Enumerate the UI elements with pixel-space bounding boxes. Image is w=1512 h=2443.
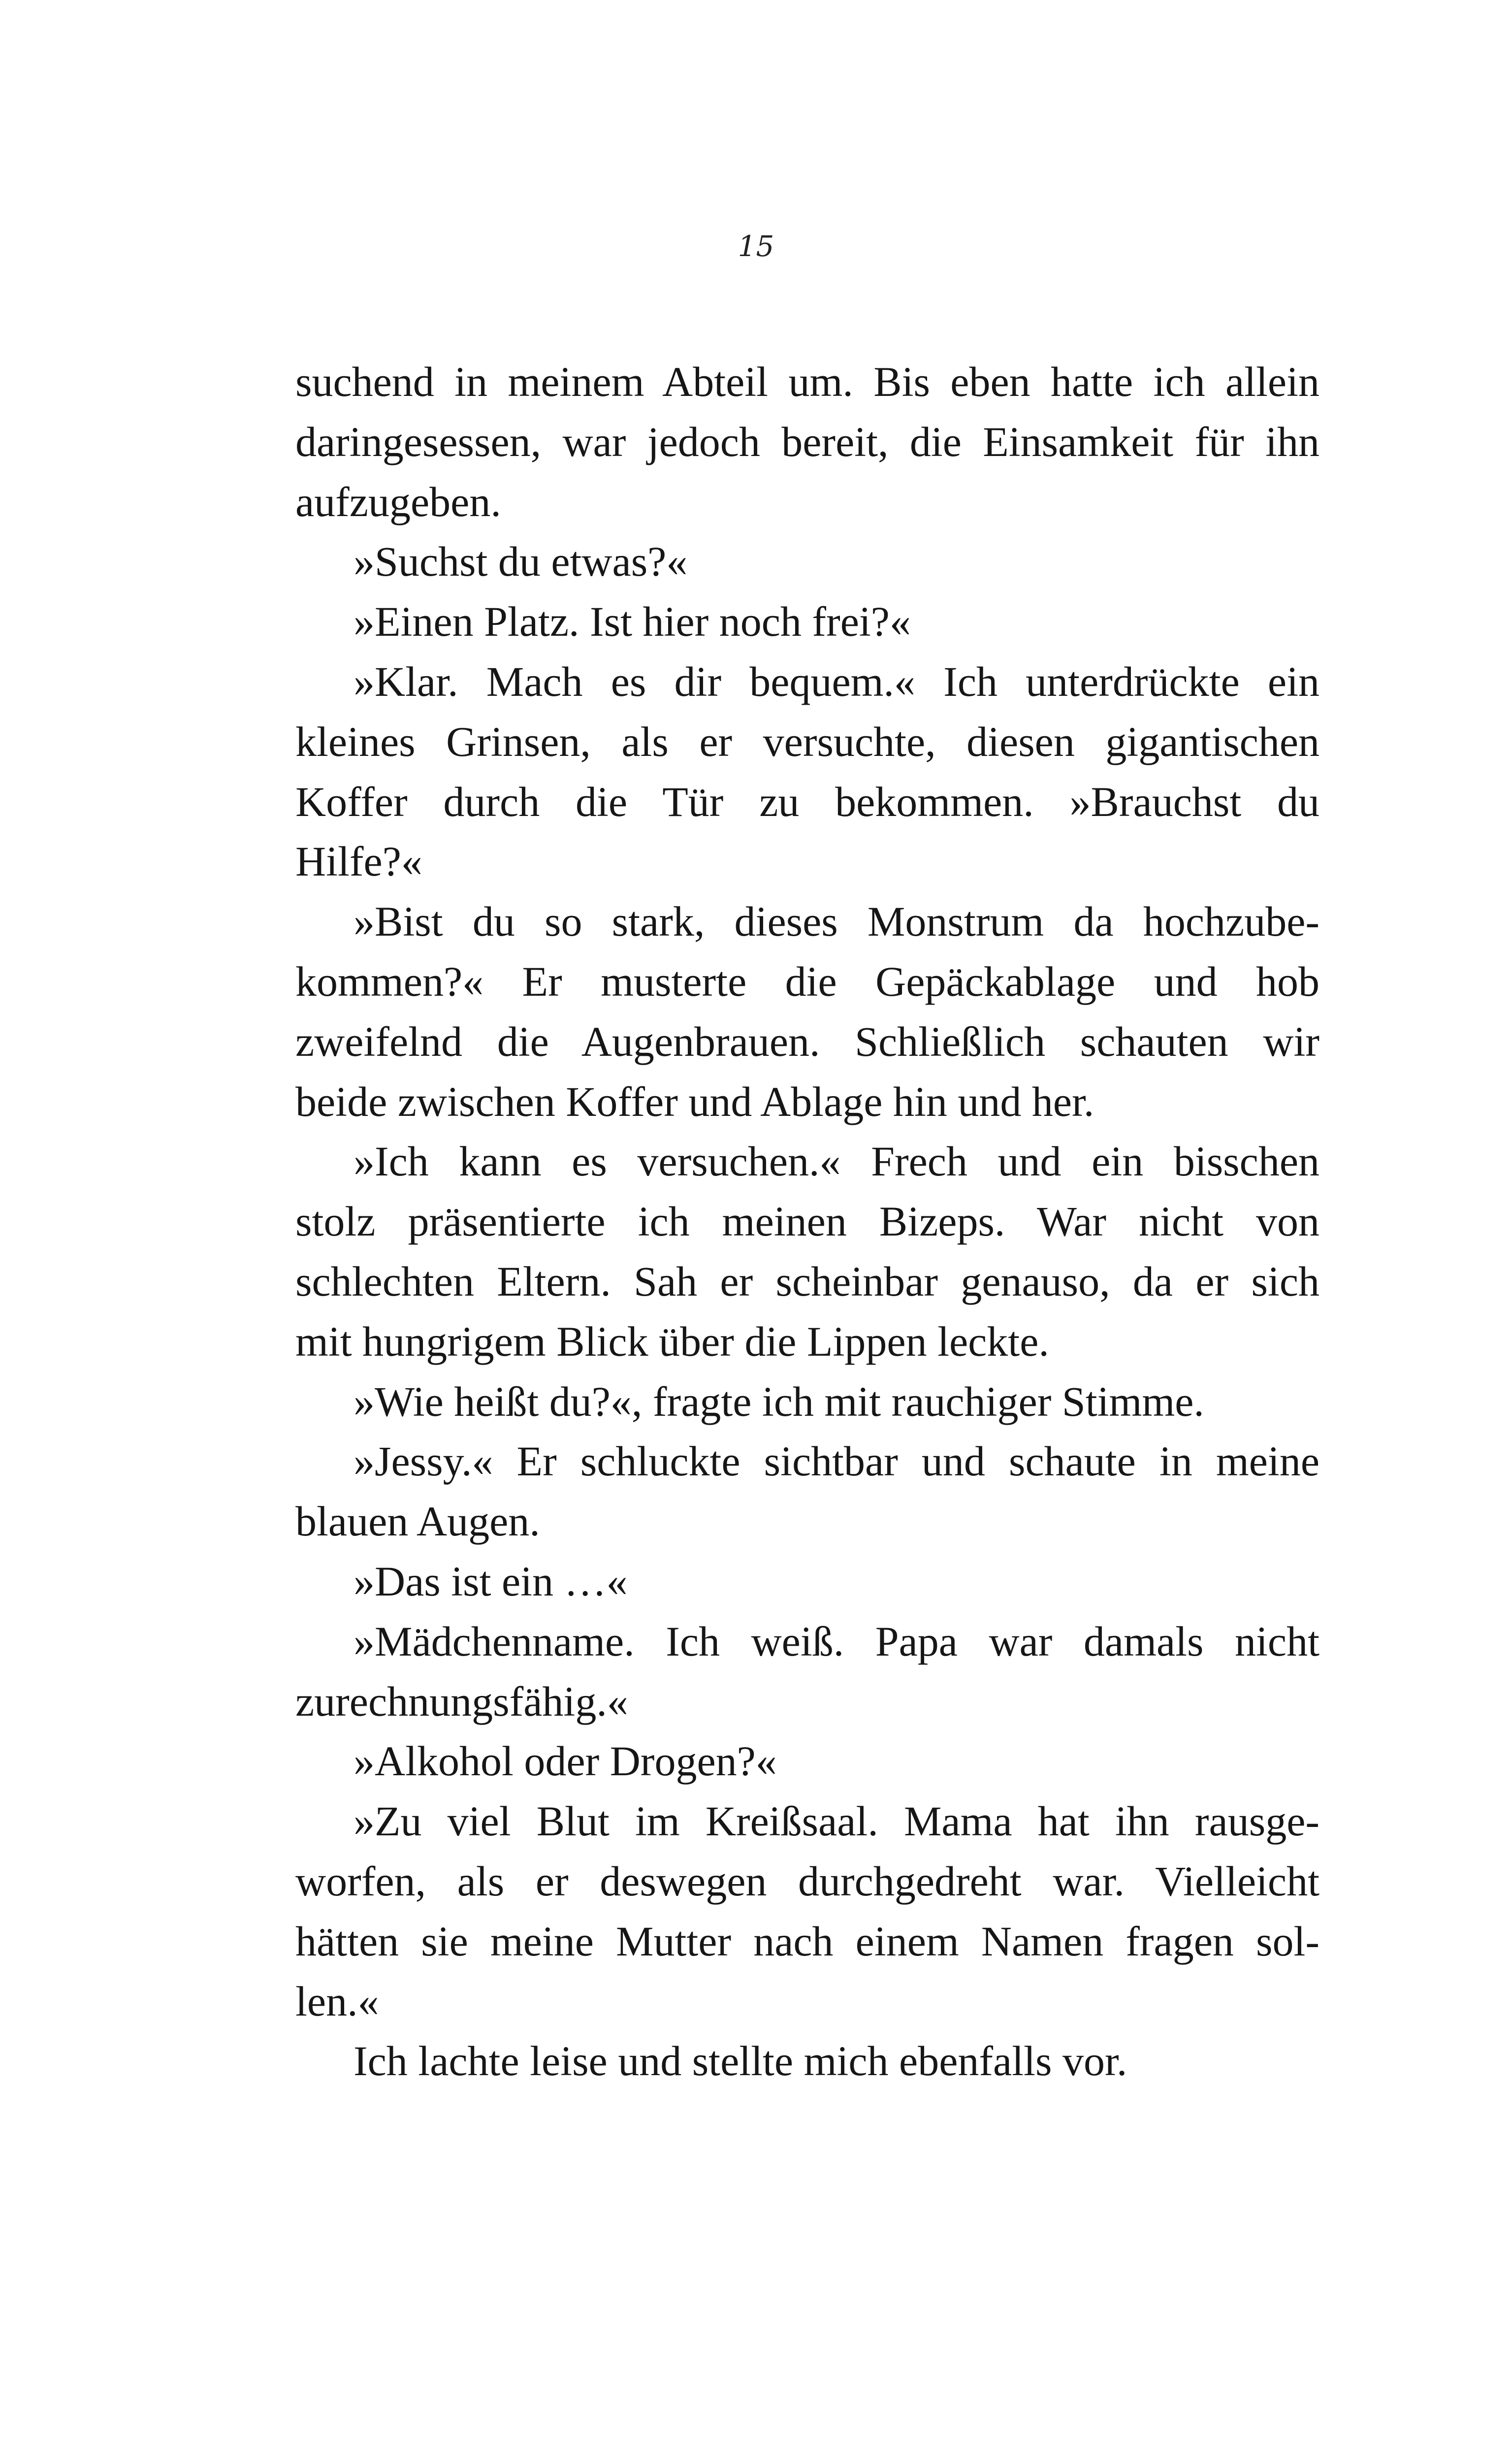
text-line: kleines Grinsen, als er versuchte, diesen gigantischen <box>295 717 1319 765</box>
text-line: »Jessy.« Er schluckte sichtbar und schaute in meine <box>354 1437 1319 1485</box>
text-line: kommen?« Er musterte die Gepäckablage und hob <box>295 957 1319 1005</box>
text-line: zweifelnd die Augenbrauen. Schließlich schauten wir <box>295 1017 1319 1065</box>
text-line: blauen Augen. <box>295 1498 540 1545</box>
text-line: len.« <box>295 1977 379 2025</box>
text-line: »Klar. Mach es dir bequem.« Ich unterdrückte ein <box>354 657 1319 705</box>
text-line: Koffer durch die Tür zu bekommen. »Brauchst du <box>295 778 1319 825</box>
text-line: daringesessen, war jedoch bereit, die Einsamkeit für ihn <box>295 418 1319 465</box>
text-line: zurechnungsfähig.« <box>295 1677 628 1725</box>
text-line: Hilfe?« <box>295 838 422 885</box>
text-line: hätten sie meine Mutter nach einem Namen fragen sol- <box>295 1917 1319 1965</box>
text-line: Ich lachte leise und stellte mich ebenfalls vor. <box>354 2037 1127 2085</box>
text-line: aufzugeben. <box>295 478 501 525</box>
text-line: mit hungrigem Blick über die Lippen leckte. <box>295 1317 1049 1365</box>
text-line: »Zu viel Blut im Kreißsaal. Mama hat ihn rausge- <box>354 1797 1319 1845</box>
text-line: schlechten Eltern. Sah er scheinbar genauso, da er sich <box>295 1257 1319 1305</box>
text-line: stolz präsentierte ich meinen Bizeps. War nicht von <box>295 1198 1319 1245</box>
text-line: »Bist du so stark, dieses Monstrum da hochzube- <box>354 898 1319 945</box>
text-line: beide zwischen Koffer und Ablage hin und her. <box>295 1077 1094 1125</box>
text-line: »Wie heißt du?«, fragte ich mit rauchiger Stimme. <box>354 1377 1204 1425</box>
page-number: 15 <box>738 229 774 263</box>
text-line: worfen, als er deswegen durchgedreht war. Vielleicht <box>295 1857 1319 1905</box>
text-line: suchend in meinem Abteil um. Bis eben hatte ich allein <box>295 358 1319 405</box>
text-line: »Alkohol oder Drogen?« <box>354 1737 777 1785</box>
text-line: »Einen Platz. Ist hier noch frei?« <box>354 598 911 646</box>
body-text <box>295 352 1319 2091</box>
text-line: »Suchst du etwas?« <box>354 538 688 586</box>
text-line: »Ich kann es versuchen.« Frech und ein bisschen <box>354 1138 1319 1185</box>
text-line: »Mädchenname. Ich weiß. Papa war damals nicht <box>354 1617 1319 1665</box>
text-line: »Das ist ein …« <box>354 1557 628 1605</box>
